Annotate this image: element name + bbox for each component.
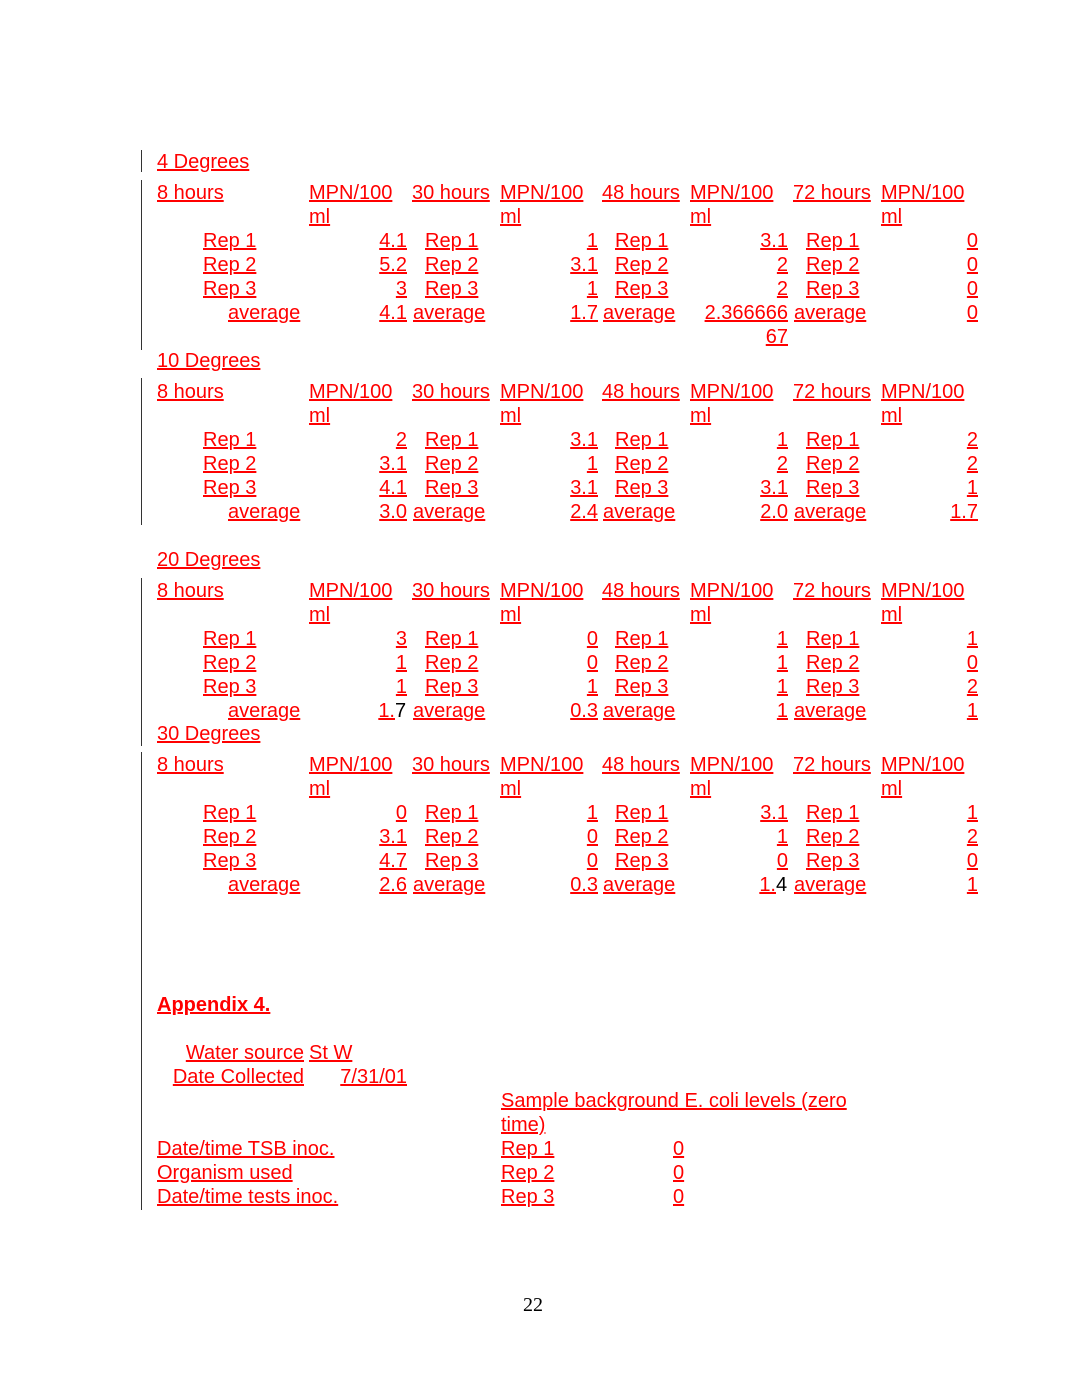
mpn-unit: ml	[500, 778, 522, 800]
hours-header: 72 hours	[793, 182, 871, 204]
rep-value: 3.1	[760, 230, 788, 252]
hours-header: 30 hours	[412, 754, 490, 776]
hours-header: 8 hours	[157, 381, 224, 403]
average-label: average	[413, 302, 486, 324]
rep-value: 3.1	[760, 477, 788, 499]
average-value: 2.6	[379, 874, 407, 896]
average-label: average	[603, 302, 676, 324]
mpn-unit: ml	[309, 405, 331, 427]
rep-label: Rep 3	[203, 850, 257, 872]
rep-value: 3	[395, 278, 407, 300]
rep-label: Rep 3	[615, 676, 669, 698]
appendix-heading: Appendix 4.	[157, 994, 271, 1016]
rep-label: Rep 3	[203, 477, 257, 499]
rep-label: Rep 1	[425, 802, 479, 824]
rep-label: Rep 3	[806, 850, 860, 872]
rep-value: 0	[586, 652, 598, 674]
rep-label: Rep 3	[425, 278, 479, 300]
rep-label: Rep 2	[425, 652, 479, 674]
average-label: average	[228, 302, 301, 324]
average-label: average	[228, 700, 301, 722]
rep-value: 3.1	[570, 254, 598, 276]
rep-label: Rep 1	[203, 230, 257, 252]
rep-label: Rep 2	[615, 652, 669, 674]
mpn-header: MPN/100	[309, 754, 393, 776]
rep-value: 2	[395, 429, 407, 451]
background-heading-line2: time)	[501, 1114, 546, 1136]
date-collected-value: 7/31/01	[340, 1066, 407, 1088]
mpn-unit: ml	[500, 604, 522, 626]
average-value: 1	[966, 874, 978, 896]
mpn-unit: ml	[881, 405, 903, 427]
appendix-rep-value: 0	[673, 1186, 685, 1208]
rep-value: 1	[776, 826, 788, 848]
rep-label: Rep 2	[806, 453, 860, 475]
mpn-header: MPN/100	[309, 182, 393, 204]
rep-value: 1	[966, 802, 978, 824]
change-bar	[141, 180, 142, 350]
rep-value: 0	[586, 850, 598, 872]
rep-label: Rep 3	[425, 477, 479, 499]
water-source-label: Water source	[185, 1042, 304, 1064]
average-value-tail: 4	[776, 874, 788, 896]
section-title: 4 Degrees	[157, 151, 250, 173]
hours-header: 30 hours	[412, 580, 490, 602]
rep-value: 1	[776, 676, 788, 698]
appendix-rep-label: Rep 1	[501, 1138, 555, 1160]
hours-header: 8 hours	[157, 754, 224, 776]
change-bar	[141, 752, 142, 1210]
rep-label: Rep 1	[806, 802, 860, 824]
rep-value: 4.1	[379, 230, 407, 252]
average-value-tail: 7	[395, 700, 407, 722]
rep-value: 0	[395, 802, 407, 824]
rep-label: Rep 2	[203, 254, 257, 276]
average-label: average	[603, 501, 676, 523]
mpn-header: MPN/100	[881, 580, 965, 602]
rep-label: Rep 1	[806, 429, 860, 451]
rep-value: 0	[966, 652, 978, 674]
hours-header: 48 hours	[602, 182, 680, 204]
rep-label: Rep 1	[425, 230, 479, 252]
rep-value: 1	[586, 230, 598, 252]
average-label: average	[794, 302, 867, 324]
rep-value: 1	[395, 676, 407, 698]
page-number: 22	[523, 1294, 543, 1316]
rep-label: Rep 3	[425, 676, 479, 698]
average-label: average	[228, 874, 301, 896]
rep-value: 3.1	[379, 453, 407, 475]
mpn-header: MPN/100	[500, 182, 584, 204]
rep-label: Rep 1	[806, 230, 860, 252]
rep-label: Rep 2	[203, 652, 257, 674]
mpn-unit: ml	[500, 405, 522, 427]
hours-header: 8 hours	[157, 580, 224, 602]
average-value: 1.7	[570, 302, 598, 324]
rep-label: Rep 3	[203, 278, 257, 300]
rep-label: Rep 3	[806, 477, 860, 499]
rep-value: 4.7	[379, 850, 407, 872]
average-value: 2.366666	[704, 302, 788, 324]
average-label: average	[413, 874, 486, 896]
average-value: 1	[776, 700, 788, 722]
average-value: 2.4	[570, 501, 598, 523]
mpn-unit: ml	[500, 206, 522, 228]
rep-label: Rep 2	[615, 826, 669, 848]
average-value: 1.7	[950, 501, 978, 523]
rep-label: Rep 2	[203, 826, 257, 848]
rep-value: 2	[776, 254, 788, 276]
mpn-header: MPN/100	[690, 754, 774, 776]
rep-value: 4.1	[379, 477, 407, 499]
rep-label: Rep 2	[806, 652, 860, 674]
rep-value: 1	[586, 453, 598, 475]
mpn-unit: ml	[309, 206, 331, 228]
rep-label: Rep 2	[806, 254, 860, 276]
background-heading-line1: Sample background E. coli levels (zero	[501, 1090, 847, 1112]
rep-value: 0	[776, 850, 788, 872]
rep-label: Rep 2	[425, 254, 479, 276]
hours-header: 30 hours	[412, 182, 490, 204]
average-value: 1.	[378, 700, 395, 722]
rep-label: Rep 1	[203, 429, 257, 451]
mpn-unit: ml	[881, 206, 903, 228]
rep-label: Rep 2	[615, 254, 669, 276]
rep-value: 1	[586, 802, 598, 824]
mpn-header: MPN/100	[881, 182, 965, 204]
rep-value: 0	[966, 254, 978, 276]
tsb-inoc-label: Date/time TSB inoc.	[157, 1138, 335, 1160]
rep-value: 1	[586, 278, 598, 300]
rep-value: 3.1	[570, 429, 598, 451]
rep-label: Rep 1	[615, 429, 669, 451]
rep-label: Rep 1	[425, 429, 479, 451]
average-value: 0.3	[570, 700, 598, 722]
rep-value: 0	[966, 850, 978, 872]
section-title: 20 Degrees	[157, 549, 261, 571]
rep-value: 2	[966, 826, 978, 848]
rep-label: Rep 2	[425, 826, 479, 848]
rep-value: 2	[966, 676, 978, 698]
rep-value: 0	[586, 628, 598, 650]
rep-value: 1	[966, 477, 978, 499]
change-bar	[141, 578, 142, 746]
rep-label: Rep 1	[203, 802, 257, 824]
mpn-header: MPN/100	[500, 754, 584, 776]
mpn-unit: ml	[309, 778, 331, 800]
rep-value: 0	[966, 278, 978, 300]
rep-label: Rep 2	[425, 453, 479, 475]
mpn-header: MPN/100	[881, 754, 965, 776]
rep-label: Rep 3	[425, 850, 479, 872]
water-source-value: St W	[309, 1042, 353, 1064]
average-label: average	[794, 874, 867, 896]
rep-value: 2	[966, 429, 978, 451]
mpn-header: MPN/100	[690, 580, 774, 602]
rep-value: 3.1	[760, 802, 788, 824]
rep-value: 0	[586, 826, 598, 848]
mpn-header: MPN/100	[309, 580, 393, 602]
average-label: average	[794, 700, 867, 722]
rep-label: Rep 1	[806, 628, 860, 650]
rep-value: 1	[586, 676, 598, 698]
rep-label: Rep 1	[615, 802, 669, 824]
average-label: average	[603, 700, 676, 722]
mpn-header: MPN/100	[500, 580, 584, 602]
hours-header: 72 hours	[793, 754, 871, 776]
rep-value: 1	[776, 429, 788, 451]
rep-label: Rep 1	[615, 230, 669, 252]
average-value: 1.	[759, 874, 776, 896]
average-value: 1	[966, 700, 978, 722]
rep-value: 1	[966, 628, 978, 650]
change-bar	[141, 378, 142, 525]
hours-header: 72 hours	[793, 580, 871, 602]
hours-header: 48 hours	[602, 754, 680, 776]
hours-header: 48 hours	[602, 381, 680, 403]
hours-header: 48 hours	[602, 580, 680, 602]
mpn-header: MPN/100	[500, 381, 584, 403]
rep-label: Rep 1	[425, 628, 479, 650]
rep-value: 2	[776, 453, 788, 475]
appendix-rep-value: 0	[673, 1138, 685, 1160]
rep-label: Rep 3	[615, 278, 669, 300]
rep-label: Rep 2	[203, 453, 257, 475]
appendix-rep-label: Rep 3	[501, 1186, 555, 1208]
rep-value: 2	[966, 453, 978, 475]
average-label: average	[228, 501, 301, 523]
rep-value: 5.2	[379, 254, 407, 276]
average-label: average	[794, 501, 867, 523]
hours-header: 30 hours	[412, 381, 490, 403]
rep-label: Rep 1	[203, 628, 257, 650]
mpn-unit: ml	[690, 405, 712, 427]
rep-label: Rep 1	[615, 628, 669, 650]
date-collected-label: Date Collected	[172, 1066, 304, 1088]
tests-inoc-label: Date/time tests inoc.	[157, 1186, 339, 1208]
hours-header: 72 hours	[793, 381, 871, 403]
rep-label: Rep 3	[806, 278, 860, 300]
rep-value: 0	[966, 230, 978, 252]
rep-value: 1	[395, 652, 407, 674]
section-title: 10 Degrees	[157, 350, 261, 372]
rep-value: 1	[776, 652, 788, 674]
mpn-header: MPN/100	[690, 182, 774, 204]
appendix-rep-value: 0	[673, 1162, 685, 1184]
average-value: 4.1	[379, 302, 407, 324]
average-value: 2.0	[760, 501, 788, 523]
mpn-header: MPN/100	[309, 381, 393, 403]
rep-value: 3.1	[379, 826, 407, 848]
average-label: average	[413, 501, 486, 523]
average-label: average	[603, 874, 676, 896]
average-label: average	[413, 700, 486, 722]
mpn-unit: ml	[690, 206, 712, 228]
rep-value: 1	[776, 628, 788, 650]
section-title: 30 Degrees	[157, 723, 261, 745]
average-value: 3.0	[379, 501, 407, 523]
mpn-unit: ml	[690, 604, 712, 626]
organism-label: Organism used	[157, 1162, 293, 1184]
rep-label: Rep 2	[806, 826, 860, 848]
rep-label: Rep 3	[806, 676, 860, 698]
hours-header: 8 hours	[157, 182, 224, 204]
rep-label: Rep 3	[615, 477, 669, 499]
mpn-unit: ml	[309, 604, 331, 626]
mpn-unit: ml	[690, 778, 712, 800]
mpn-unit: ml	[881, 604, 903, 626]
rep-label: Rep 2	[615, 453, 669, 475]
rep-label: Rep 3	[615, 850, 669, 872]
appendix-rep-label: Rep 2	[501, 1162, 555, 1184]
mpn-unit: ml	[881, 778, 903, 800]
average-value-wrap: 67	[765, 326, 788, 348]
mpn-header: MPN/100	[690, 381, 774, 403]
rep-value: 3.1	[570, 477, 598, 499]
average-value: 0.3	[570, 874, 598, 896]
mpn-header: MPN/100	[881, 381, 965, 403]
rep-label: Rep 3	[203, 676, 257, 698]
rep-value: 2	[776, 278, 788, 300]
average-value: 0	[966, 302, 978, 324]
rep-value: 3	[395, 628, 407, 650]
change-bar	[141, 150, 142, 172]
